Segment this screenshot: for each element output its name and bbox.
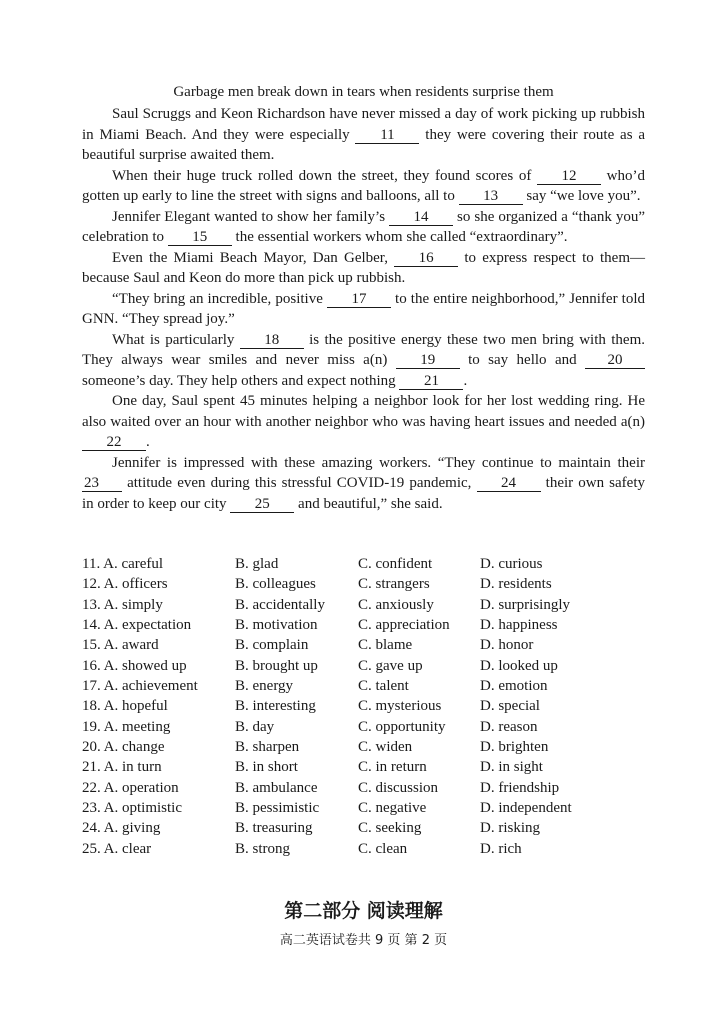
answer-options [82,554,682,859]
option-row-18: 18. A. hopeful B. interesting C. mysterious D. special [82,698,540,715]
paragraph-7: One day, Saul spent 45 minutes helping a neighbor look for her lost wedding ring. He also waited over an hour with another neighbor who was having heart issues and needed a(n) 22 . [82,393,645,450]
option-row-22: 22. A. operation B. ambulance C. discussion D. friendship [82,779,560,796]
paragraph-1: Saul Scruggs and Keon Richardson have never missed a day of work picking up rubbish in Miami Beach. And they were especially 11 they were covering their route as a beautiful surprise awaited them. [82,106,645,163]
blank-22: 22 [82,435,146,451]
section-heading: 第二部分 阅读理解 [284,900,443,922]
blank-11: 11 [355,128,419,144]
option-row-17: 17. A. achievement B. energy C. talent D. emotion [82,678,548,695]
blank-20: 20 [585,353,645,369]
blank-16: 16 [394,251,458,267]
blank-21: 21 [399,374,463,390]
paragraph-3: Jennifer Elegant wanted to show her family’s 14 so she organized a “thank you” celebration to 15 the essential workers whom she called “extraordinary”. [82,208,645,245]
blank-15: 15 [168,230,232,246]
option-row-15: 15. A. award B. complain C. blame D. honor [82,637,534,654]
cloze-passage [82,104,645,514]
blank-19: 19 [396,353,460,369]
option-row-23: 23. A. optimistic B. pessimistic C. negative D. independent [82,800,572,817]
option-row-21: 21. A. in turn B. in short C. in return D. in sight [82,759,543,776]
paragraph-4: Even the Miami Beach Mayor, Dan Gelber, 16 to express respect to them—because Saul and Keon do more than pick up rubbish. [82,249,645,286]
blank-17: 17 [327,292,391,308]
passage-title: Garbage men break down in tears when residents surprise them [173,84,554,100]
blank-23: 23 [82,476,122,492]
option-row-20: 20. A. change B. sharpen C. widen D. brighten [82,739,549,756]
blank-18: 18 [240,333,304,349]
blank-14: 14 [389,210,453,226]
blank-25: 25 [230,497,294,513]
paragraph-8: Jennifer is impressed with these amazing workers. “They continue to maintain their 23 attitude even during this stressful COVID-19 pandemic, 24 their own safety in order to keep our city 25 and beautiful,” she said. [82,454,646,512]
option-row-19: 19. A. meeting B. day C. opportunity D. reason [82,718,538,735]
option-row-24: 24. A. giving B. treasuring C. seeking D. risking [82,820,540,837]
option-row-13: 13. A. simply B. accidentally C. anxiously D. surprisingly [82,596,570,613]
paragraph-5: “They bring an incredible, positive 17 to the entire neighborhood,” Jennifer told GNN. “They spread joy.” [82,290,645,327]
blank-13: 13 [459,189,523,205]
page-footer: 高二英语试卷共 9 页 第 2 页 [279,933,448,948]
paragraph-2: When their huge truck rolled down the street, they found scores of 12 who’d gotten up early to line the street with signs and balloons, all to 13 say “we love you”. [82,167,645,204]
blank-24: 24 [477,476,541,492]
paragraph-6: What is particularly 18 is the positive energy these two men bring with them. They always wear smiles and never miss a(n) 19 to say hello and 20 someone’s day. They help others and expect nothing 21 . [82,331,645,389]
option-row-11: 11. A. careful B. glad C. confident D. curious [82,556,543,572]
option-row-14: 14. A. expectation B. motivation C. appreciation D. happiness [82,617,558,634]
option-row-16: 16. A. showed up B. brought up C. gave up D. looked up [82,657,558,674]
blank-12: 12 [537,169,601,185]
option-row-12: 12. A. officers B. colleagues C. strangers D. residents [82,576,552,593]
option-row-25: 25. A. clear B. strong C. clean D. rich [82,840,522,857]
